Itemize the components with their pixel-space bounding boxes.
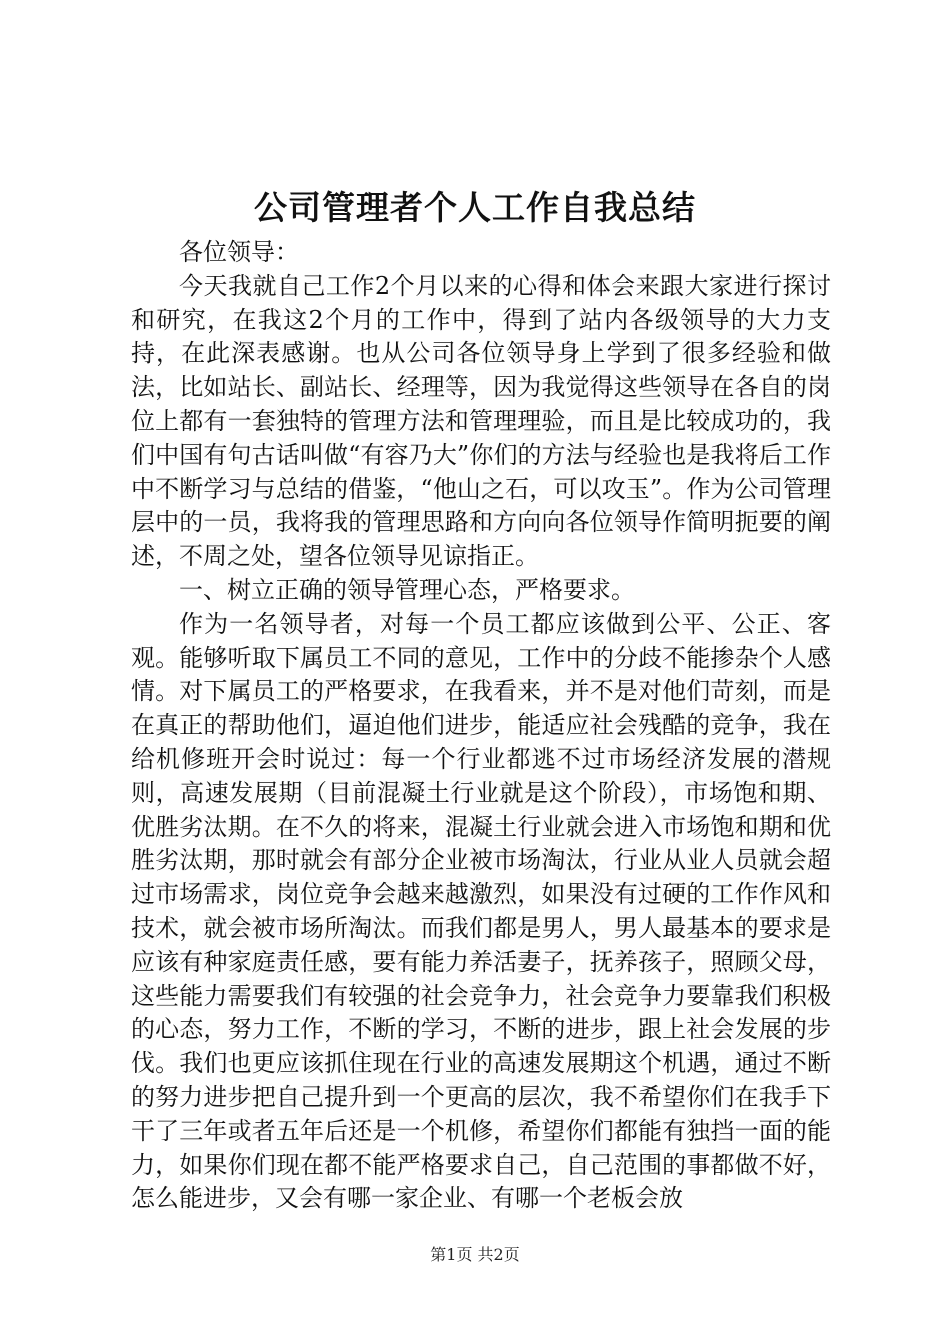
body-paragraph: 作为一名领导者，对每一个员工都应该做到公平、公正、客观。能够听取下属员工不同的意见，工作中的分歧不能掺杂个人感情。对下属员工的严格要求，在我看来，并不是对他们苛刻，而是在真正的帮助他们，逼迫他们进步，能适应社会残酷的竞争，我在给机修班开会时说过：每一个行业都逃不过市场经济发展的潜规则，高速发展期（目前混凝土行业就是这个阶段），市场饱和期、优胜劣汰期。在不久的将来，混凝土行业就会进入市场饱和期和优胜劣汰期，那时就会有部分企业被市场淘汰，行业从业人员就会超过市场需求，岗位竞争会越来越激烈，如果没有过硬的工作作风和技术，就会被市场所淘汰。而我们都是男人，男人最基本的要求是应该有种家庭责任感，要有能力养活妻子，抚养孩子，照顾父母，这些能力需要我们有较强的社会竞争力，社会竞争力要靠我们积极的心态，努力工作，不断的学习，不断的进步，跟上社会发展的步伐。我们也更应该抓住现在行业的高速发展期这个机遇，通过不断的努力进步把自己提升到一个更高的层次，我不希望你们在我手下干了三年或者五年后还是一个机修，希望你们都能有独挡一面的能力，如果你们现在都不能严格要求自己，自己范围的事都做不好，怎么能进步，又会有哪一家企业、有哪一个老板会放 <box>131 609 831 1213</box>
document-body <box>131 236 831 1216</box>
page-number-footer: 第1页 共2页 <box>430 1245 520 1264</box>
document-title: 公司管理者个人工作自我总结 <box>254 188 696 227</box>
salutation-paragraph: 各位领导： <box>179 238 299 266</box>
section-heading-paragraph: 一、树立正确的领导管理心态，严格要求。 <box>179 575 635 604</box>
intro-paragraph: 今天我就自己工作2个月以来的心得和体会来跟大家进行探讨和研究，在我这2个月的工作中，得到了站内各级领导的大力支持，在此深表感谢。也从公司各位领导身上学到了很多经验和做法，比如站长、副站长、经理等，因为我觉得这些领导在各自的岗位上都有一套独特的管理方法和管理理验，而且是比较成功的，我们中国有句古话叫做“有容乃大”你们的方法与经验也是我将后工作中不断学习与总结的借鉴，“他山之石，可以攻玉”。作为公司管理层中的一员，我将我的管理思路和方向向各位领导作简明扼要的阐述，不周之处，望各位领导见谅指正。 <box>131 271 831 571</box>
